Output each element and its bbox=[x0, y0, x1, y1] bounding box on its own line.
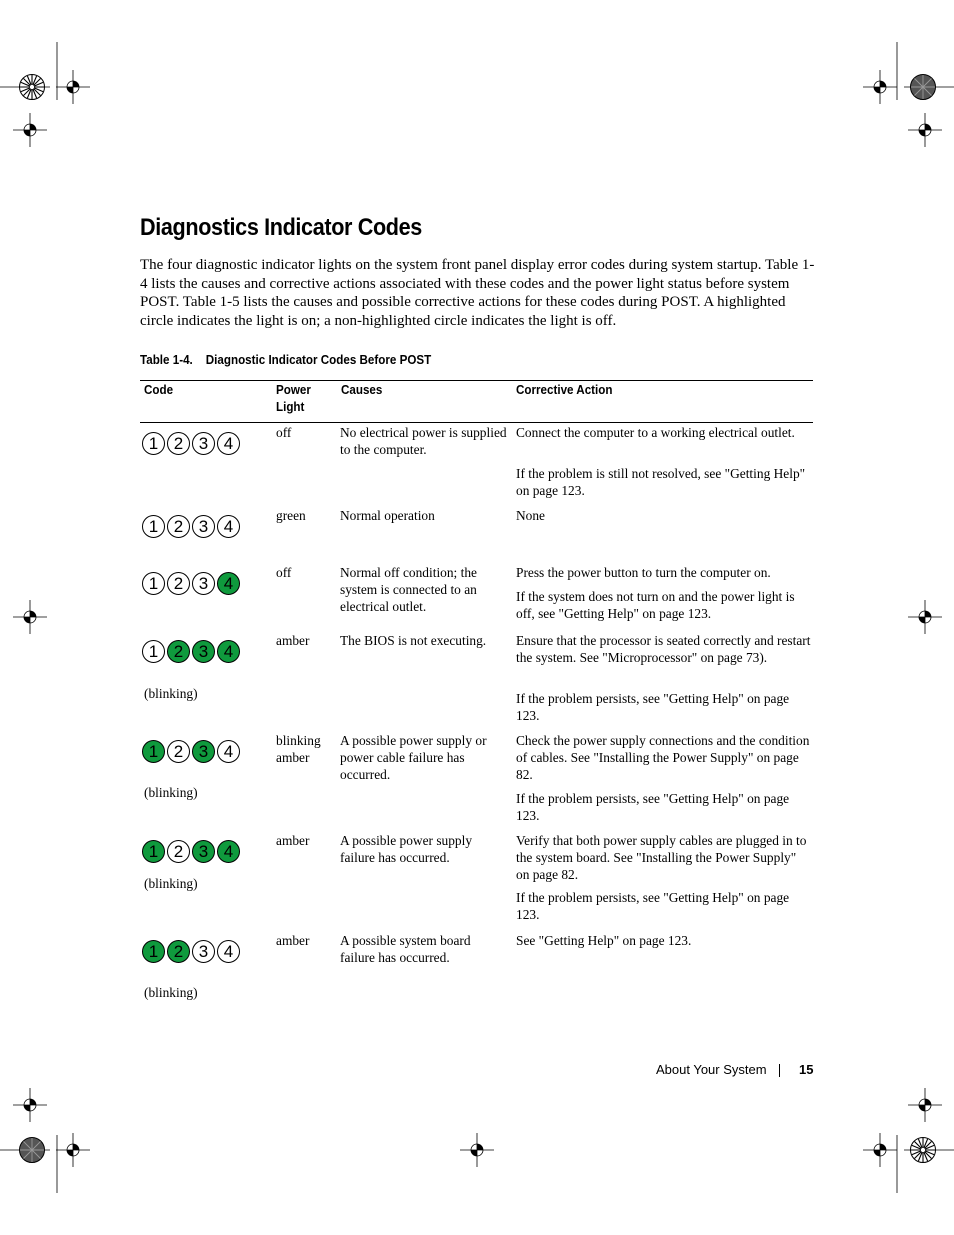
action-text: If the problem persists, see "Getting Help" on page 123. bbox=[516, 791, 790, 823]
indicator-light-2: 2 bbox=[167, 840, 190, 863]
table-row-code-indicator bbox=[142, 840, 240, 866]
table-caption-title: Diagnostic Indicator Codes Before POST bbox=[205, 353, 432, 367]
action-text: None bbox=[516, 508, 546, 523]
blinking-note: (blinking) bbox=[144, 785, 198, 800]
header-power-line2: Light bbox=[276, 400, 305, 414]
cause-text: A possible system board failure has occurred. bbox=[340, 933, 471, 965]
power-light-status: off bbox=[276, 565, 292, 580]
table-header-rule bbox=[140, 422, 813, 423]
action-text: Connect the computer to a working electrical outlet. bbox=[516, 425, 795, 440]
intro-paragraph: The four diagnostic indicator lights on the system front panel display error codes during system startup. Table 1-4 lists the causes and corrective actions associated with these codes and the power light status before system POST. Table 1-5 lists the causes and possible corrective actions for these codes during POST. A highlighted circle indicates the light is on; a non-highlighted circle indicates the light is off. bbox=[140, 257, 815, 329]
indicator-light-2: 2 bbox=[167, 940, 190, 963]
blinking-note: (blinking) bbox=[144, 686, 198, 701]
indicator-light-1: 1 bbox=[142, 840, 165, 863]
table-row-code-indicator bbox=[142, 572, 240, 598]
indicator-light-1: 1 bbox=[142, 432, 165, 455]
indicator-light-4: 4 bbox=[217, 840, 240, 863]
indicator-light-4: 4 bbox=[217, 515, 240, 538]
indicator-light-4: 4 bbox=[217, 940, 240, 963]
indicator-light-3: 3 bbox=[192, 740, 215, 763]
indicator-light-1: 1 bbox=[142, 640, 165, 663]
header-power-light bbox=[276, 382, 311, 416]
footer-section-title: About Your System bbox=[656, 1062, 767, 1077]
power-light-status: green bbox=[276, 508, 306, 523]
table-caption bbox=[140, 353, 431, 367]
indicator-light-4: 4 bbox=[217, 572, 240, 595]
table-row-code-indicator bbox=[142, 640, 240, 666]
cause-text: A possible power supply or power cable failure has occurred. bbox=[340, 733, 487, 782]
indicator-light-2: 2 bbox=[167, 640, 190, 663]
action-text: Verify that both power supply cables are plugged in to the system board. See "Installing the Power Supply" on page 82. bbox=[516, 833, 807, 882]
table-row-code-indicator bbox=[142, 432, 240, 458]
header-corrective-action: Corrective Action bbox=[516, 383, 613, 397]
action-text: If the system does not turn on and the power light is off, see "Getting Help" on page 123. bbox=[516, 589, 795, 621]
power-light-status: amber bbox=[276, 933, 310, 948]
header-causes: Causes bbox=[341, 383, 383, 397]
cause-text: No electrical power is supplied to the computer. bbox=[340, 425, 507, 457]
power-light-status: blinking amber bbox=[276, 733, 321, 765]
indicator-light-3: 3 bbox=[192, 940, 215, 963]
table-caption-number: Table 1-4. bbox=[140, 353, 193, 367]
indicator-light-3: 3 bbox=[192, 640, 215, 663]
action-text: If the problem persists, see "Getting Help" on page 123. bbox=[516, 691, 790, 723]
blinking-note: (blinking) bbox=[144, 876, 198, 891]
indicator-light-4: 4 bbox=[217, 640, 240, 663]
action-text: If the problem is still not resolved, see "Getting Help" on page 123. bbox=[516, 466, 806, 498]
header-code: Code bbox=[144, 383, 174, 397]
indicator-light-2: 2 bbox=[167, 572, 190, 595]
cause-text: Normal off condition; the system is connected to an electrical outlet. bbox=[340, 565, 477, 614]
cause-text: The BIOS is not executing. bbox=[340, 633, 487, 648]
table-row-code-indicator bbox=[142, 740, 240, 766]
power-light-status: amber bbox=[276, 633, 310, 648]
header-power-line1: Power bbox=[276, 383, 311, 397]
action-text: If the problem persists, see "Getting Help" on page 123. bbox=[516, 890, 790, 922]
page-title: Diagnostics Indicator Codes bbox=[140, 214, 422, 241]
table-top-rule bbox=[140, 380, 813, 381]
indicator-light-4: 4 bbox=[217, 432, 240, 455]
cause-text: Normal operation bbox=[340, 508, 435, 523]
power-light-status: off bbox=[276, 425, 292, 440]
action-text: See "Getting Help" on page 123. bbox=[516, 933, 692, 948]
indicator-light-4: 4 bbox=[217, 740, 240, 763]
indicator-light-2: 2 bbox=[167, 515, 190, 538]
table-row-code-indicator bbox=[142, 515, 240, 541]
cause-text: A possible power supply failure has occurred. bbox=[340, 833, 473, 865]
indicator-light-3: 3 bbox=[192, 840, 215, 863]
indicator-light-1: 1 bbox=[142, 940, 165, 963]
action-text: Check the power supply connections and the condition of cables. See "Installing the Power Supply" on page 82. bbox=[516, 733, 810, 782]
blinking-note: (blinking) bbox=[144, 985, 198, 1000]
footer-separator bbox=[779, 1064, 780, 1077]
indicator-light-2: 2 bbox=[167, 740, 190, 763]
indicator-light-3: 3 bbox=[192, 572, 215, 595]
indicator-light-3: 3 bbox=[192, 515, 215, 538]
action-text: Ensure that the processor is seated correctly and restart the system. See "Microprocessor" on page 73). bbox=[516, 633, 811, 665]
table-row-code-indicator bbox=[142, 940, 240, 966]
action-text: Press the power button to turn the computer on. bbox=[516, 565, 771, 580]
indicator-light-1: 1 bbox=[142, 515, 165, 538]
footer-page-number: 15 bbox=[799, 1062, 814, 1077]
indicator-light-1: 1 bbox=[142, 740, 165, 763]
indicator-light-2: 2 bbox=[167, 432, 190, 455]
indicator-light-1: 1 bbox=[142, 572, 165, 595]
indicator-light-3: 3 bbox=[192, 432, 215, 455]
power-light-status: amber bbox=[276, 833, 310, 848]
